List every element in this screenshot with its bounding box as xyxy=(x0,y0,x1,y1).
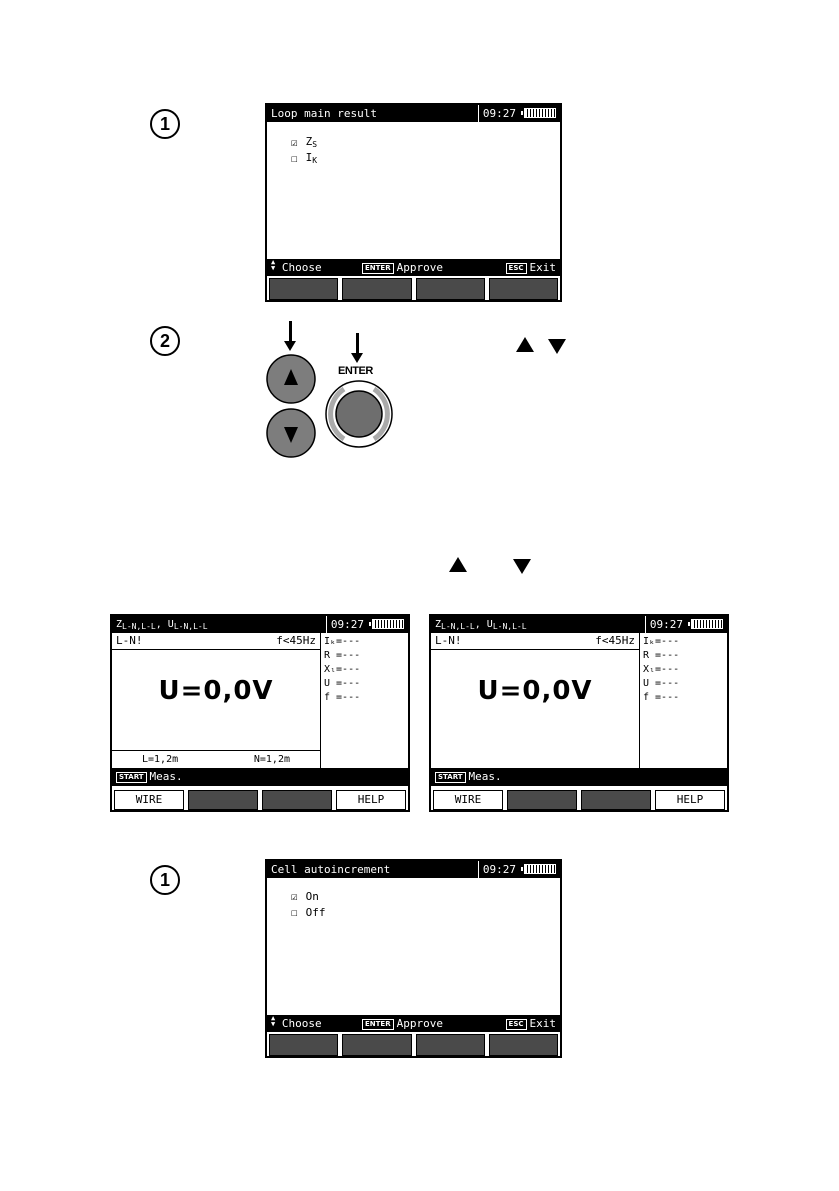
softkey-1[interactable] xyxy=(269,1034,338,1056)
press-arrow-icon xyxy=(289,321,292,343)
hint-choose: Choose xyxy=(281,261,322,274)
mode-label: L-N! xyxy=(435,634,462,647)
lead-l: L=1,2m xyxy=(142,754,179,765)
status-row xyxy=(112,633,320,650)
press-arrow-icon xyxy=(356,333,359,355)
up-down-icon: ▲ ▼ xyxy=(271,1014,276,1028)
readout-r: R =--- xyxy=(643,650,680,661)
option-ik[interactable] xyxy=(291,151,317,165)
softkey-3[interactable] xyxy=(262,790,332,810)
clock: 09:27 xyxy=(478,861,516,878)
clock: 09:27 xyxy=(645,616,683,633)
up-down-icon: ▲ ▼ xyxy=(271,258,276,272)
help-button[interactable]: HELP xyxy=(336,790,406,810)
softkey-4[interactable] xyxy=(489,278,558,300)
softkey-row xyxy=(431,790,727,810)
softkey-row xyxy=(112,790,408,810)
hint-exit: Exit xyxy=(529,261,556,274)
clock: 09:27 xyxy=(478,105,516,122)
screen-title: Loop main result xyxy=(271,107,377,120)
option-label: Off xyxy=(305,905,326,919)
lead-resistance-row xyxy=(112,750,320,768)
softkey-row xyxy=(267,1034,560,1056)
divider xyxy=(320,633,321,768)
readout-u: U =--- xyxy=(324,678,361,689)
readout-f: f =--- xyxy=(324,692,361,703)
wire-button[interactable]: WIRE xyxy=(114,790,184,810)
side-readout xyxy=(643,635,679,705)
softkey-row xyxy=(267,278,560,300)
readout-xl: Xₗ=--- xyxy=(324,664,361,675)
hint-bar xyxy=(267,1015,560,1032)
softkey-2[interactable] xyxy=(342,1034,411,1056)
softkey-2[interactable] xyxy=(342,278,411,300)
battery-icon xyxy=(691,619,723,629)
readout-xl: Xₗ=--- xyxy=(643,664,680,675)
loop-main-result-screen xyxy=(265,103,562,302)
start-key-icon: START xyxy=(116,772,147,783)
frequency-label: f<45Hz xyxy=(595,634,635,647)
screen-title: $Z_{L-N,L-L}$, $U_{L-N,L-L}$ xyxy=(435,619,527,631)
checkbox-empty-icon: ☐ xyxy=(291,905,298,919)
step-number-1: 1 xyxy=(150,109,180,139)
down-triangle-icon xyxy=(548,339,566,354)
checkbox-checked-icon: ☑ xyxy=(291,889,298,903)
step-number-2: 2 xyxy=(150,326,180,356)
esc-key-icon: ESC xyxy=(506,1019,527,1030)
title-bar xyxy=(267,861,560,878)
screen-title: $Z_{L-N,L-L}$, $U_{L-N,L-L}$ xyxy=(116,619,208,631)
voltage-reading: U=0,0V xyxy=(158,676,274,706)
softkey-3[interactable] xyxy=(416,1034,485,1056)
up-triangle-icon xyxy=(516,337,534,352)
hint-approve: Approve xyxy=(396,1017,443,1030)
side-readout xyxy=(324,635,360,705)
lead-n: N=1,2m xyxy=(253,754,290,765)
softkey-4[interactable] xyxy=(489,1034,558,1056)
up-triangle-icon xyxy=(449,557,467,572)
enter-key-icon: ENTER xyxy=(362,263,394,274)
measurement-screen-with-leads xyxy=(110,614,410,812)
title-bar xyxy=(267,105,560,122)
readout-ik: Iₖ=--- xyxy=(643,636,680,647)
readout-ik: Iₖ=--- xyxy=(324,636,361,647)
hint-approve: Approve xyxy=(396,261,443,274)
frequency-label: f<45Hz xyxy=(276,634,316,647)
option-on[interactable] xyxy=(291,889,319,903)
readout-f: f =--- xyxy=(643,692,680,703)
readout-u: U =--- xyxy=(643,678,680,689)
hint-bar xyxy=(112,768,408,786)
softkey-3[interactable] xyxy=(581,790,651,810)
option-label: On xyxy=(305,889,319,903)
wire-button[interactable]: WIRE xyxy=(433,790,503,810)
option-label: $Z_S$ xyxy=(305,135,318,149)
step-number-1: 1 xyxy=(150,865,180,895)
hint-meas: Meas. xyxy=(149,770,183,783)
screen-title: Cell autoincrement xyxy=(271,863,391,876)
title-bar xyxy=(431,616,727,633)
readout-r: R =--- xyxy=(324,650,361,661)
enter-key-icon: ENTER xyxy=(362,1019,394,1030)
clock: 09:27 xyxy=(326,616,364,633)
softkey-1[interactable] xyxy=(269,278,338,300)
softkey-2[interactable] xyxy=(188,790,258,810)
checkbox-checked-icon: ☑ xyxy=(291,135,298,149)
status-row xyxy=(431,633,639,650)
start-key-icon: START xyxy=(435,772,466,783)
cell-autoincrement-screen xyxy=(265,859,562,1058)
hint-bar xyxy=(267,259,560,276)
battery-icon xyxy=(372,619,404,629)
hint-choose: Choose xyxy=(281,1017,322,1030)
help-button[interactable]: HELP xyxy=(655,790,725,810)
divider xyxy=(639,633,640,768)
option-off[interactable] xyxy=(291,905,326,919)
battery-icon xyxy=(524,108,556,118)
softkey-2[interactable] xyxy=(507,790,577,810)
title-bar xyxy=(112,616,408,633)
option-label: $I_K$ xyxy=(305,151,318,165)
down-button[interactable] xyxy=(265,407,317,459)
enter-button-label: ENTER xyxy=(338,365,373,377)
softkey-3[interactable] xyxy=(416,278,485,300)
hint-bar xyxy=(431,768,727,786)
esc-key-icon: ESC xyxy=(506,263,527,274)
option-zs[interactable] xyxy=(291,135,317,149)
up-button[interactable] xyxy=(265,353,317,405)
enter-button[interactable] xyxy=(324,379,394,449)
hint-exit: Exit xyxy=(529,1017,556,1030)
mode-label: L-N! xyxy=(116,634,143,647)
battery-icon xyxy=(524,864,556,874)
hint-meas: Meas. xyxy=(468,770,502,783)
measurement-screen-no-leads xyxy=(429,614,729,812)
down-triangle-icon xyxy=(513,559,531,574)
voltage-reading: U=0,0V xyxy=(477,676,593,706)
checkbox-empty-icon: ☐ xyxy=(291,151,298,165)
